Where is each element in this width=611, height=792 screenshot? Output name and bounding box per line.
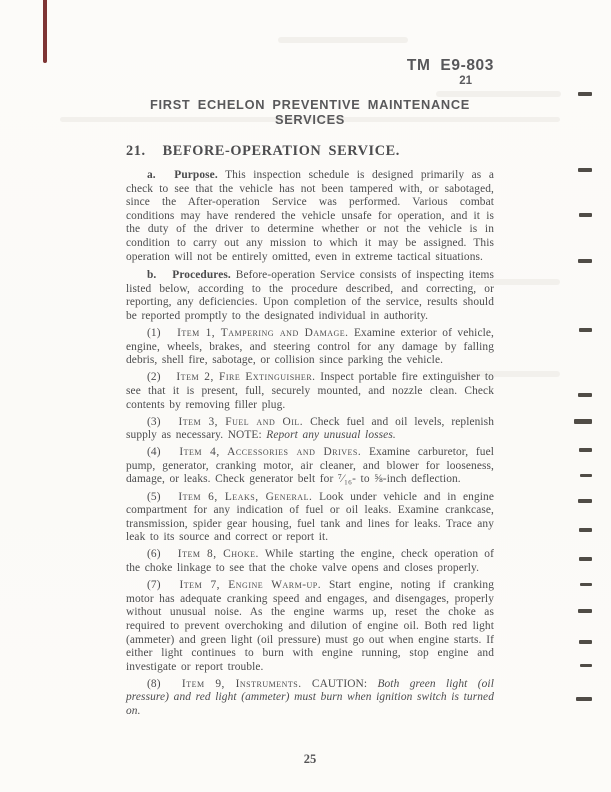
text-segment: b. [147, 269, 157, 282]
scan-mark-artifact [578, 609, 592, 613]
text-segment: Start engine, noting if cranking motor has adequate cranking speed and engages, and disengages, properly without unusual noise. As the engine warms up, reset the choke as required to prevent overchoking and dilution of engine oil. Both red light (ammeter) and green light (oil pressure) must go out when engine starts. If either light continues to burn with engine running, stop engine and investigate or report trouble. [126, 579, 494, 673]
text-segment: Examine carburetor, fuel pump, generator, cranking motor, air cleaner, and blower for looseness, damage, or leaks. Check generator belt for ⁷⁄₁₆- to ⅝-inch deflection. [126, 446, 494, 486]
text-segment: (4) [147, 446, 161, 459]
item-1-tampering-and-damage [126, 327, 494, 368]
text-segment: CAUTION: [311, 677, 368, 690]
scan-mark-artifact [579, 528, 592, 532]
scan-mark-artifact [580, 474, 592, 477]
red-ribbon-artifact [43, 0, 47, 63]
item-6-leaks-general [126, 491, 494, 545]
text-segment: Both green light (oil pressure) and red light (ammeter) must burn when ignition switch is turned on. [126, 677, 494, 717]
text-segment: Inspect portable fire extinguisher to see that it is present, full, securely mounted, and nozzle clean. Check contents by removing filler plug. [126, 371, 494, 411]
text-segment: a. [147, 169, 156, 181]
scan-mark-artifact [578, 92, 592, 96]
body-paragraphs [126, 169, 494, 719]
page-header [126, 57, 494, 127]
scan-mark-artifact [579, 448, 592, 452]
scan-mark-artifact [579, 213, 592, 217]
page-title: FIRST ECHELON PREVENTIVE MAINTENANCE SERVICES [149, 97, 471, 127]
text-segment: (1) [147, 327, 161, 340]
scan-mark-artifact [579, 640, 592, 644]
text-segment: Item 4, Accessories and Drives. [179, 446, 362, 459]
paragraph-b-procedures [126, 269, 494, 323]
text-segment: Item 7, Engine Warm-up. [179, 579, 322, 592]
text-segment: Item 3, Fuel and Oil. [178, 415, 304, 428]
text-segment: Check fuel and oil levels, replenish supply as necessary. NOTE: [126, 415, 494, 442]
text-segment: (2) [147, 371, 161, 384]
text-segment: Look under vehicle and in engine compartment for any indication of fuel or oil leaks. Examine crankcase, transmission, spider gear housing, fuel tank and lines for leaks. Trace any leak to its source and correct or report it. [126, 490, 494, 544]
text-segment: Item 2, Fire Extinguisher. [176, 371, 316, 384]
item-3-fuel-and-oil [126, 416, 494, 443]
scan-mark-artifact [578, 168, 592, 172]
paragraph-a-purpose [126, 169, 494, 264]
item-2-fire-extinguisher [126, 371, 494, 412]
item-9-instruments [126, 678, 494, 719]
section-heading [126, 143, 494, 160]
item-7-engine-warm-up [126, 579, 494, 674]
text-segment: (5) [147, 490, 161, 503]
scan-mark-artifact [580, 583, 592, 586]
scan-mark-artifact [574, 419, 592, 424]
text-segment: Report any unusual losses. [266, 429, 396, 442]
scan-mark-artifact [578, 499, 592, 503]
text-segment: Item 1, Tampering and Damage. [177, 327, 349, 340]
manual-number: TM E9-803 [406, 57, 494, 74]
text-segment: Before-operation Service consists of inspecting items listed below, according to the procedure described, and correcting, or reporting, any deficiencies. Upon completion of the service, results should be reported promptly to the designated individual in authority. [126, 269, 494, 322]
scan-mark-artifact [579, 557, 592, 561]
text-segment: Item 9, Instruments. [181, 677, 302, 690]
section-number: 21. [126, 143, 146, 159]
header-page-ref: 21 [459, 75, 472, 87]
text-segment: Item 6, Leaks, General. [178, 490, 313, 503]
scan-mark-artifact [579, 328, 592, 332]
text-segment: (7) [147, 579, 161, 592]
text-segment: Item 8, Choke. [177, 548, 259, 561]
text-segment: (6) [147, 548, 161, 561]
scan-mark-artifact [578, 259, 592, 263]
item-8-choke [126, 548, 494, 575]
text-segment: Purpose. [174, 169, 218, 181]
text-segment: (3) [147, 415, 161, 428]
text-segment: While starting the engine, check operation of the choke linkage to see that the choke valve opens and closes properly. [126, 548, 494, 575]
text-segment: This inspection schedule is designed primarily as a check to see that the vehicle has not been tampered with, or sabotaged, since the After-operation Service was performed. Various combat conditions may have rendered the vehicle unsafe for operation, and it is the duty of the driver to determine whether or not the vehicle is in condition to carry out any mission to which it may be assigned. This operation will not be entirely omitted, even in extreme tactical situations. [126, 169, 494, 263]
text-segment: Procedures. [172, 269, 231, 282]
footer-page-number: 25 [303, 752, 317, 766]
item-4-accessories-and-drives [126, 446, 494, 487]
scan-mark-artifact [580, 664, 592, 667]
text-segment: Examine exterior of vehicle, engine, wheels, brakes, and steering control for any damage by falling debris, shell fire, sabotage, or collision since parking the vehicle. [126, 327, 494, 367]
content-column [126, 0, 494, 792]
scan-mark-artifact [578, 393, 592, 397]
section-title: BEFORE-OPERATION SERVICE. [162, 143, 400, 159]
text-segment: (8) [147, 677, 161, 690]
scan-mark-artifact [576, 697, 592, 701]
